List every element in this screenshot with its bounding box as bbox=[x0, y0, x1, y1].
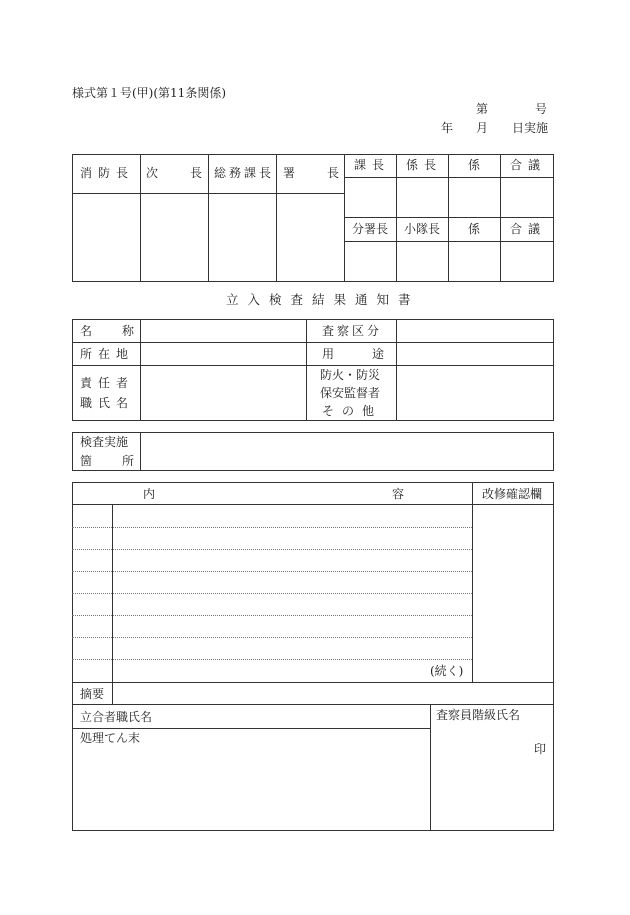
content-row-line bbox=[72, 593, 472, 594]
number-dai-label: 第 bbox=[476, 102, 489, 116]
header-consult: 合議 bbox=[510, 158, 547, 172]
responsible-label-1: 責任者 bbox=[80, 376, 135, 390]
header-section-chief: 課長 bbox=[354, 158, 391, 172]
content-divider bbox=[472, 482, 473, 682]
content-divider bbox=[430, 704, 431, 831]
content-row-line bbox=[72, 527, 472, 528]
content-header-left: 内 bbox=[143, 487, 156, 501]
content-divider bbox=[72, 504, 554, 505]
content-row-line bbox=[72, 615, 472, 616]
name-label: 名称 bbox=[80, 324, 134, 338]
content-divider bbox=[72, 728, 430, 729]
continued-label: (続く) bbox=[430, 664, 464, 678]
content-divider bbox=[72, 682, 554, 683]
number-go-label: 号 bbox=[535, 102, 548, 116]
content-divider bbox=[72, 704, 554, 705]
content-divider bbox=[112, 504, 113, 704]
header-station-chief: 署長 bbox=[283, 166, 339, 180]
approval-divider bbox=[344, 217, 554, 218]
content-header-right: 容 bbox=[392, 487, 405, 501]
date-month-label: 月 bbox=[476, 121, 489, 135]
use-label: 用途 bbox=[322, 347, 384, 361]
info-divider bbox=[396, 319, 397, 421]
approval-divider bbox=[344, 154, 345, 282]
date-day-label: 日実施 bbox=[512, 121, 549, 135]
manager-label-3: その他 bbox=[322, 404, 383, 418]
header-sub-chief: 係長 bbox=[406, 158, 443, 172]
approval-divider bbox=[344, 241, 554, 242]
summary-label: 摘要 bbox=[80, 687, 105, 701]
fix-confirm-header: 改修確認欄 bbox=[482, 487, 543, 501]
responsible-label-2: 職氏名 bbox=[80, 396, 135, 410]
header-general-affairs: 総務課長 bbox=[214, 166, 275, 180]
category-label: 査察区分 bbox=[322, 324, 383, 338]
approval-divider bbox=[448, 154, 449, 282]
inspector-label: 査察員階級氏名 bbox=[436, 708, 521, 722]
content-row-line bbox=[72, 637, 472, 638]
approval-divider bbox=[140, 154, 141, 282]
header-platoon-chief: 小隊長 bbox=[404, 222, 441, 236]
manager-label-2: 保安監督者 bbox=[320, 386, 381, 400]
content-row-line bbox=[72, 549, 472, 550]
approval-divider bbox=[276, 154, 277, 282]
inspection-divider bbox=[140, 432, 141, 471]
inspection-label-1: 検査実施 bbox=[80, 435, 129, 449]
date-year-label: 年 bbox=[441, 121, 454, 135]
header-branch-chief: 分署長 bbox=[352, 222, 389, 236]
approval-divider bbox=[344, 177, 554, 178]
seal-label: 印 bbox=[534, 742, 547, 756]
header-consult-2: 合議 bbox=[510, 222, 547, 236]
info-divider bbox=[306, 319, 307, 421]
info-table-border bbox=[72, 319, 554, 421]
info-divider bbox=[72, 365, 554, 366]
header-deputy-chief: 次長 bbox=[146, 166, 202, 180]
info-divider bbox=[72, 342, 554, 343]
approval-divider bbox=[500, 154, 501, 282]
content-row-line bbox=[72, 659, 472, 660]
address-label: 所在地 bbox=[80, 347, 135, 361]
disposition-label: 処理てん末 bbox=[80, 731, 141, 745]
header-fire-chief: 消防長 bbox=[80, 166, 135, 180]
attendee-label: 立合者職氏名 bbox=[80, 710, 153, 724]
approval-divider bbox=[72, 193, 344, 194]
document-title: 立入検査結果通知書 bbox=[226, 292, 420, 307]
manager-label-1: 防火・防災 bbox=[320, 368, 381, 382]
inspection-label-2: 箇所 bbox=[80, 454, 134, 468]
content-row-line bbox=[72, 571, 472, 572]
info-divider bbox=[140, 319, 141, 421]
form-label: 様式第１号(甲)(第11条関係) bbox=[72, 86, 226, 100]
header-staff: 係 bbox=[468, 158, 481, 172]
approval-divider bbox=[396, 154, 397, 282]
content-table-border bbox=[72, 482, 554, 831]
inspection-table-border bbox=[72, 432, 554, 471]
header-staff-2: 係 bbox=[468, 222, 481, 236]
approval-divider bbox=[208, 154, 209, 282]
